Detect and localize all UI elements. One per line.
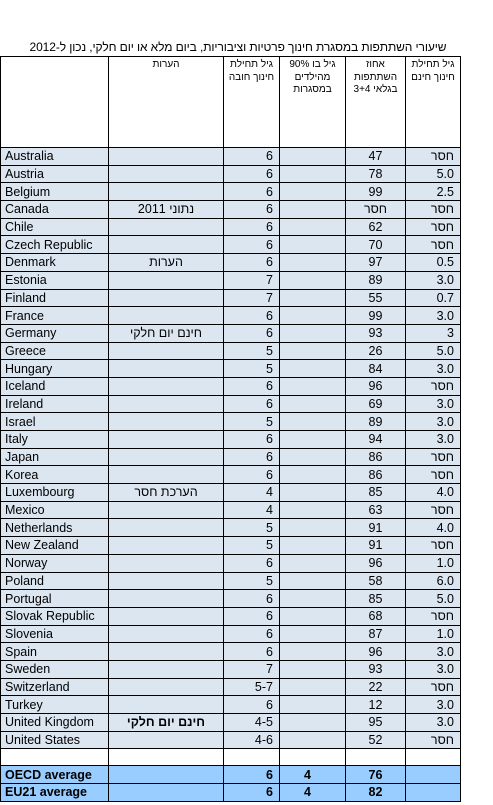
compulsory-age-cell: 6 [224, 377, 280, 395]
participation-cell: 85 [346, 484, 406, 502]
free-age-cell: חסר [406, 148, 461, 166]
participation-cell: 93 [346, 324, 406, 342]
age-90-cell [280, 696, 346, 714]
empty-cell [461, 413, 493, 431]
compulsory-age-cell: 5 [224, 342, 280, 360]
age-90-cell [280, 731, 346, 749]
participation-cell: 96 [346, 643, 406, 661]
free-age-cell: 4.0 [406, 519, 461, 537]
note-cell [109, 271, 224, 289]
note-cell [109, 148, 224, 166]
participation-cell: 26 [346, 342, 406, 360]
age-90-cell: 4 [280, 766, 346, 784]
free-age-cell: חסר [406, 218, 461, 236]
free-age-cell: 2.5 [406, 183, 461, 201]
table-row [1, 714, 493, 732]
country-cell: Switzerland [1, 678, 109, 696]
age-90-cell [280, 254, 346, 272]
compulsory-age-cell: 6 [224, 643, 280, 661]
country-cell: Sweden [1, 660, 109, 678]
average-label: EU21 average [1, 784, 109, 802]
empty-cell [461, 307, 493, 325]
empty-cell [461, 607, 493, 625]
table-row [1, 324, 493, 342]
free-age-cell: 3.0 [406, 395, 461, 413]
note-cell [109, 678, 224, 696]
note-cell [109, 784, 224, 802]
age-90-cell [280, 501, 346, 519]
free-age-cell: חסר [406, 448, 461, 466]
table-row [1, 342, 493, 360]
free-age-cell: חסר [406, 236, 461, 254]
header-row [1, 57, 493, 148]
country-cell: Ireland [1, 395, 109, 413]
participation-cell: 22 [346, 678, 406, 696]
age-90-cell [280, 183, 346, 201]
note-cell [109, 696, 224, 714]
participation-cell: 91 [346, 519, 406, 537]
empty-cell [461, 324, 493, 342]
compulsory-age-cell: 6 [224, 696, 280, 714]
note-cell [109, 183, 224, 201]
empty-cell [461, 466, 493, 484]
note-cell: הערכת חסר [109, 484, 224, 502]
empty-cell [461, 254, 493, 272]
participation-cell: 93 [346, 660, 406, 678]
compulsory-age-cell: 6 [224, 590, 280, 608]
country-cell: Slovak Republic [1, 607, 109, 625]
age-90-cell [280, 607, 346, 625]
note-cell [109, 431, 224, 449]
note-cell [109, 766, 224, 784]
participation-cell: 86 [346, 466, 406, 484]
free-age-cell [406, 784, 461, 802]
compulsory-age-cell: 5 [224, 572, 280, 590]
participation-cell: 89 [346, 271, 406, 289]
free-age-cell: חסר [406, 731, 461, 749]
table-row [1, 590, 493, 608]
empty-cell [461, 537, 493, 555]
note-cell [109, 360, 224, 378]
compulsory-age-cell: 5 [224, 413, 280, 431]
free-age-cell: 5.0 [406, 342, 461, 360]
participation-cell: 78 [346, 165, 406, 183]
empty-cell [461, 766, 493, 784]
age-90-cell [280, 660, 346, 678]
table-row [1, 625, 493, 643]
age-90-cell [280, 377, 346, 395]
participation-cell: 95 [346, 714, 406, 732]
empty-cell [461, 714, 493, 732]
age-90-cell [280, 554, 346, 572]
age-90-cell [280, 218, 346, 236]
compulsory-age-cell: 4 [224, 484, 280, 502]
compulsory-age-cell: 6 [224, 201, 280, 219]
table-row [1, 448, 493, 466]
country-cell: United Kingdom [1, 714, 109, 732]
header-age-90: גיל בו 90% מהילדים במסגרות [280, 57, 346, 148]
average-label: OECD average [1, 766, 109, 784]
header-participation: אחוז השתתפות בגלאי 3+4 [346, 57, 406, 148]
note-cell: חינם יום חלקי [109, 714, 224, 732]
table-row [1, 236, 493, 254]
compulsory-age-cell: 4-5 [224, 714, 280, 732]
note-cell [109, 554, 224, 572]
age-90-cell [280, 537, 346, 555]
country-cell: Portugal [1, 590, 109, 608]
table-row [1, 254, 493, 272]
free-age-cell: 3.0 [406, 696, 461, 714]
note-cell [109, 413, 224, 431]
country-cell: Italy [1, 431, 109, 449]
country-cell: Korea [1, 466, 109, 484]
participation-cell: 96 [346, 377, 406, 395]
note-cell [109, 377, 224, 395]
empty-cell [461, 431, 493, 449]
participation-cell: 99 [346, 307, 406, 325]
country-cell: Czech Republic [1, 236, 109, 254]
note-cell: נתוני 2011 [109, 201, 224, 219]
country-cell: Greece [1, 342, 109, 360]
empty-cell [461, 342, 493, 360]
free-age-cell: 1.0 [406, 554, 461, 572]
age-90-cell [280, 714, 346, 732]
age-90-cell [280, 324, 346, 342]
table-row [1, 537, 493, 555]
table-row [1, 307, 493, 325]
free-age-cell: 3 [406, 324, 461, 342]
table-row [1, 643, 493, 661]
table-row [1, 466, 493, 484]
note-cell [109, 395, 224, 413]
age-90-cell [280, 148, 346, 166]
age-90-cell [280, 201, 346, 219]
table-row [1, 484, 493, 502]
participation-cell: 99 [346, 183, 406, 201]
participation-cell: 47 [346, 148, 406, 166]
note-cell [109, 466, 224, 484]
age-90-cell [280, 395, 346, 413]
participation-cell: 96 [346, 554, 406, 572]
participation-cell: 69 [346, 395, 406, 413]
free-age-cell: 0.7 [406, 289, 461, 307]
empty-cell [461, 625, 493, 643]
country-cell: Estonia [1, 271, 109, 289]
empty-cell [461, 289, 493, 307]
compulsory-age-cell: 6 [224, 254, 280, 272]
note-cell [109, 660, 224, 678]
participation-cell: חסר [346, 201, 406, 219]
note-cell [109, 572, 224, 590]
empty-cell [461, 183, 493, 201]
empty-cell [461, 201, 493, 219]
free-age-cell: 1.0 [406, 625, 461, 643]
empty-cell [461, 696, 493, 714]
country-cell: Denmark [1, 254, 109, 272]
country-cell: United States [1, 731, 109, 749]
free-age-cell: 3.0 [406, 431, 461, 449]
compulsory-age-cell: 7 [224, 289, 280, 307]
compulsory-age-cell: 6 [224, 148, 280, 166]
compulsory-age-cell: 6 [224, 448, 280, 466]
table-row [1, 377, 493, 395]
country-cell: Australia [1, 148, 109, 166]
note-cell [109, 289, 224, 307]
free-age-cell: חסר [406, 377, 461, 395]
participation-cell: 89 [346, 413, 406, 431]
table-row [1, 519, 493, 537]
compulsory-age-cell: 6 [224, 607, 280, 625]
empty-cell [461, 590, 493, 608]
age-90-cell [280, 572, 346, 590]
table-row [1, 289, 493, 307]
free-age-cell: 0.5 [406, 254, 461, 272]
table-row [1, 678, 493, 696]
country-cell: Hungary [1, 360, 109, 378]
free-age-cell: 3.0 [406, 660, 461, 678]
participation-cell: 91 [346, 537, 406, 555]
participation-cell: 86 [346, 448, 406, 466]
country-cell: Canada [1, 201, 109, 219]
table-row [1, 413, 493, 431]
free-age-cell: 5.0 [406, 590, 461, 608]
participation-cell: 68 [346, 607, 406, 625]
compulsory-age-cell: 6 [224, 466, 280, 484]
empty-cell [461, 660, 493, 678]
free-age-cell: 6.0 [406, 572, 461, 590]
country-cell: Netherlands [1, 519, 109, 537]
note-cell [109, 607, 224, 625]
free-age-cell: חסר [406, 466, 461, 484]
empty-cell [461, 501, 493, 519]
age-90-cell [280, 519, 346, 537]
compulsory-age-cell: 4-6 [224, 731, 280, 749]
table-row [1, 395, 493, 413]
participation-cell: 58 [346, 572, 406, 590]
country-cell: Norway [1, 554, 109, 572]
free-age-cell: 3.0 [406, 271, 461, 289]
empty-cell [461, 236, 493, 254]
compulsory-age-cell: 6 [224, 236, 280, 254]
participation-cell: 63 [346, 501, 406, 519]
empty-cell [461, 554, 493, 572]
free-age-cell: 3.0 [406, 360, 461, 378]
country-cell: Luxembourg [1, 484, 109, 502]
note-cell: חינם יום חלקי [109, 324, 224, 342]
table-row [1, 271, 493, 289]
age-90-cell [280, 413, 346, 431]
empty-cell [461, 395, 493, 413]
participation-cell: 87 [346, 625, 406, 643]
participation-cell: 12 [346, 696, 406, 714]
empty-cell [461, 643, 493, 661]
empty-column [461, 57, 493, 148]
table-row [1, 165, 493, 183]
country-cell: Chile [1, 218, 109, 236]
country-cell: Germany [1, 324, 109, 342]
country-cell: Japan [1, 448, 109, 466]
note-cell [109, 537, 224, 555]
age-90-cell [280, 165, 346, 183]
participation-cell: 62 [346, 218, 406, 236]
empty-cell [461, 218, 493, 236]
empty-cell [461, 377, 493, 395]
country-cell: Austria [1, 165, 109, 183]
age-90-cell [280, 466, 346, 484]
empty-cell [461, 271, 493, 289]
age-90-cell [280, 289, 346, 307]
empty-cell [461, 572, 493, 590]
note-cell [109, 342, 224, 360]
country-cell: Belgium [1, 183, 109, 201]
country-cell: France [1, 307, 109, 325]
compulsory-age-cell: 5 [224, 360, 280, 378]
table-row [1, 431, 493, 449]
age-90-cell [280, 678, 346, 696]
compulsory-age-cell: 6 [224, 766, 280, 784]
note-cell [109, 236, 224, 254]
table-row [1, 607, 493, 625]
note-cell [109, 501, 224, 519]
age-90-cell [280, 431, 346, 449]
compulsory-age-cell: 7 [224, 271, 280, 289]
note-cell [109, 519, 224, 537]
compulsory-age-cell: 4 [224, 501, 280, 519]
note-cell [109, 590, 224, 608]
note-cell [109, 448, 224, 466]
average-row [1, 766, 493, 784]
country-cell: Poland [1, 572, 109, 590]
age-90-cell [280, 625, 346, 643]
country-cell: Iceland [1, 377, 109, 395]
table-row [1, 218, 493, 236]
age-90-cell [280, 236, 346, 254]
participation-cell: 76 [346, 766, 406, 784]
empty-cell [461, 784, 493, 802]
spacer-row [1, 749, 493, 766]
compulsory-age-cell: 6 [224, 784, 280, 802]
compulsory-age-cell: 6 [224, 165, 280, 183]
empty-cell [461, 165, 493, 183]
participation-cell: 97 [346, 254, 406, 272]
compulsory-age-cell: 5 [224, 519, 280, 537]
compulsory-age-cell: 7 [224, 660, 280, 678]
compulsory-age-cell: 6 [224, 431, 280, 449]
free-age-cell: חסר [406, 201, 461, 219]
compulsory-age-cell: 6 [224, 395, 280, 413]
compulsory-age-cell: 6 [224, 218, 280, 236]
table-row [1, 572, 493, 590]
free-age-cell: 4.0 [406, 484, 461, 502]
note-cell [109, 625, 224, 643]
free-age-cell: 3.0 [406, 307, 461, 325]
note-cell: הערות [109, 254, 224, 272]
age-90-cell [280, 643, 346, 661]
country-cell: Israel [1, 413, 109, 431]
header-compulsory-age: גיל תחילת חינוך חובה [224, 57, 280, 148]
compulsory-age-cell: 5-7 [224, 678, 280, 696]
empty-cell [461, 448, 493, 466]
country-cell: Turkey [1, 696, 109, 714]
empty-cell [461, 148, 493, 166]
participation-cell: 82 [346, 784, 406, 802]
note-cell [109, 218, 224, 236]
free-age-cell: חסר [406, 501, 461, 519]
country-cell: Spain [1, 643, 109, 661]
free-age-cell: חסר [406, 537, 461, 555]
participation-cell: 52 [346, 731, 406, 749]
table-row [1, 554, 493, 572]
header-notes: הערות [109, 57, 224, 148]
empty-cell [461, 519, 493, 537]
participation-cell: 85 [346, 590, 406, 608]
table-row [1, 696, 493, 714]
table-row [1, 660, 493, 678]
participation-table [0, 56, 493, 802]
free-age-cell: חסר [406, 607, 461, 625]
table-row [1, 148, 493, 166]
country-cell: Finland [1, 289, 109, 307]
participation-cell: 70 [346, 236, 406, 254]
age-90-cell [280, 590, 346, 608]
participation-cell: 94 [346, 431, 406, 449]
table-row [1, 183, 493, 201]
table-title: שיעורי השתתפות במסגרת חינוך פרטיות וציבוריות, ביום מלא או יום חלקי, נכון ל-2012 [29, 40, 447, 54]
compulsory-age-cell: 5 [224, 537, 280, 555]
compulsory-age-cell: 6 [224, 625, 280, 643]
table-row [1, 501, 493, 519]
compulsory-age-cell: 6 [224, 183, 280, 201]
compulsory-age-cell: 6 [224, 554, 280, 572]
free-age-cell [406, 766, 461, 784]
free-age-cell: 5.0 [406, 165, 461, 183]
note-cell [109, 165, 224, 183]
table-row [1, 731, 493, 749]
age-90-cell [280, 342, 346, 360]
free-age-cell: 3.0 [406, 643, 461, 661]
note-cell [109, 307, 224, 325]
age-90-cell [280, 484, 346, 502]
compulsory-age-cell: 6 [224, 324, 280, 342]
table-row [1, 360, 493, 378]
average-row [1, 784, 493, 802]
free-age-cell: 3.0 [406, 714, 461, 732]
age-90-cell [280, 360, 346, 378]
free-age-cell: 3.0 [406, 413, 461, 431]
empty-cell [461, 360, 493, 378]
empty-cell [461, 731, 493, 749]
country-cell: New Zealand [1, 537, 109, 555]
table-row [1, 201, 493, 219]
header-free-age: גיל תחילת חינוך חינם [406, 57, 461, 148]
country-cell: Mexico [1, 501, 109, 519]
age-90-cell [280, 307, 346, 325]
country-cell: Slovenia [1, 625, 109, 643]
compulsory-age-cell: 6 [224, 307, 280, 325]
empty-cell [461, 484, 493, 502]
note-cell [109, 643, 224, 661]
participation-cell: 55 [346, 289, 406, 307]
age-90-cell [280, 271, 346, 289]
free-age-cell: חסר [406, 678, 461, 696]
age-90-cell: 4 [280, 784, 346, 802]
header-country [1, 57, 109, 148]
participation-cell: 84 [346, 360, 406, 378]
note-cell [109, 731, 224, 749]
age-90-cell [280, 448, 346, 466]
empty-cell [461, 678, 493, 696]
